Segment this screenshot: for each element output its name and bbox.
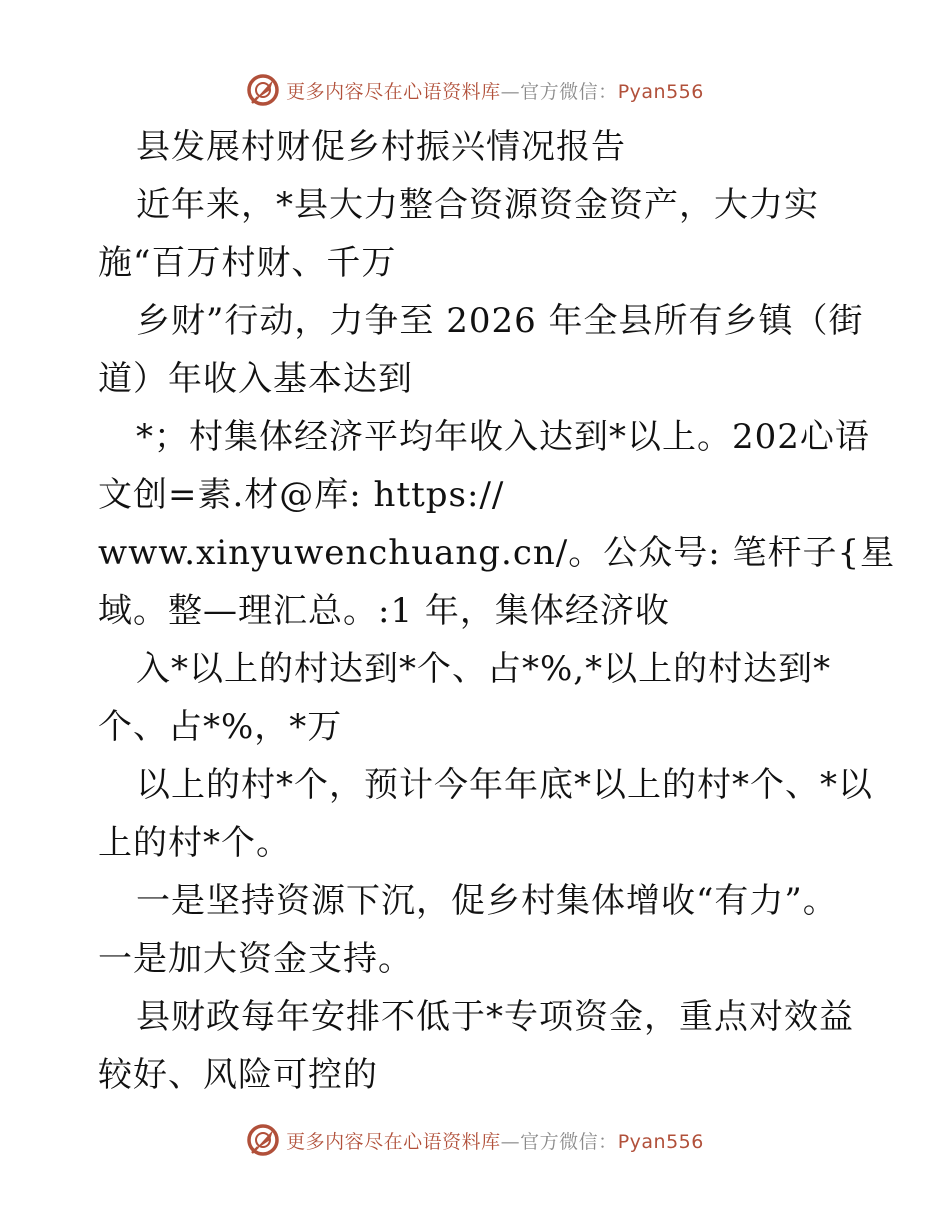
footer-banner-inner: [246, 1123, 704, 1157]
header-banner: [0, 70, 950, 110]
quill-logo-icon: [246, 1123, 280, 1157]
text-line: 较好、风险可控的: [98, 1055, 378, 1095]
document-title: 县发展村财促乡村振兴情况报告: [136, 127, 626, 167]
banner-dash: —: [500, 80, 521, 103]
text-line: 近年来，*县大力整合资源资金资产，大力实: [136, 185, 819, 225]
header-banner-text: [286, 77, 704, 104]
banner-wechat-label: 官方微信：: [520, 1130, 618, 1153]
banner-main-text: 更多内容尽在心语资料库: [286, 80, 501, 103]
text-line: 乡财”行动，力争至 2026 年全县所有乡镇（街: [136, 301, 864, 341]
document-body: [98, 118, 896, 1104]
footer-banner: [0, 1120, 950, 1160]
text-line: 一是坚持资源下沉，促乡村集体增收“有力”。: [136, 881, 838, 921]
text-line: 道）年收入基本达到: [98, 359, 413, 399]
text-line: *；村集体经济平均年收入达到*以上。202心语: [136, 417, 870, 457]
text-line: 上的村*个。: [98, 823, 291, 863]
text-line: 一是加大资金支持。: [98, 939, 413, 979]
banner-wechat-id: Pyan556: [617, 1130, 704, 1153]
header-banner-inner: [246, 73, 704, 107]
text-line: 施“百万村财、千万: [98, 243, 397, 283]
text-line: 文创=素.材@库: https://: [98, 475, 505, 515]
text-line: 个、占*%，*万: [98, 707, 343, 747]
quill-logo-icon: [246, 73, 280, 107]
footer-banner-text: [286, 1127, 704, 1154]
banner-dash: —: [500, 1130, 521, 1153]
banner-wechat-label: 官方微信：: [520, 80, 618, 103]
text-line: 入*以上的村达到*个、占*%,*以上的村达到*: [136, 649, 832, 689]
banner-wechat-id: Pyan556: [617, 80, 704, 103]
text-line: 县财政每年安排不低于*专项资金，重点对效益: [136, 997, 854, 1037]
text-line: www.xinyuwenchuang.cn/。公众号: 笔杆子{星: [98, 533, 896, 573]
text-line: 域。整—理汇总。:1 年，集体经济收: [98, 591, 670, 631]
text-line: 以上的村*个，预计今年年底*以上的村*个、*以: [136, 765, 873, 805]
banner-main-text: 更多内容尽在心语资料库: [286, 1130, 501, 1153]
